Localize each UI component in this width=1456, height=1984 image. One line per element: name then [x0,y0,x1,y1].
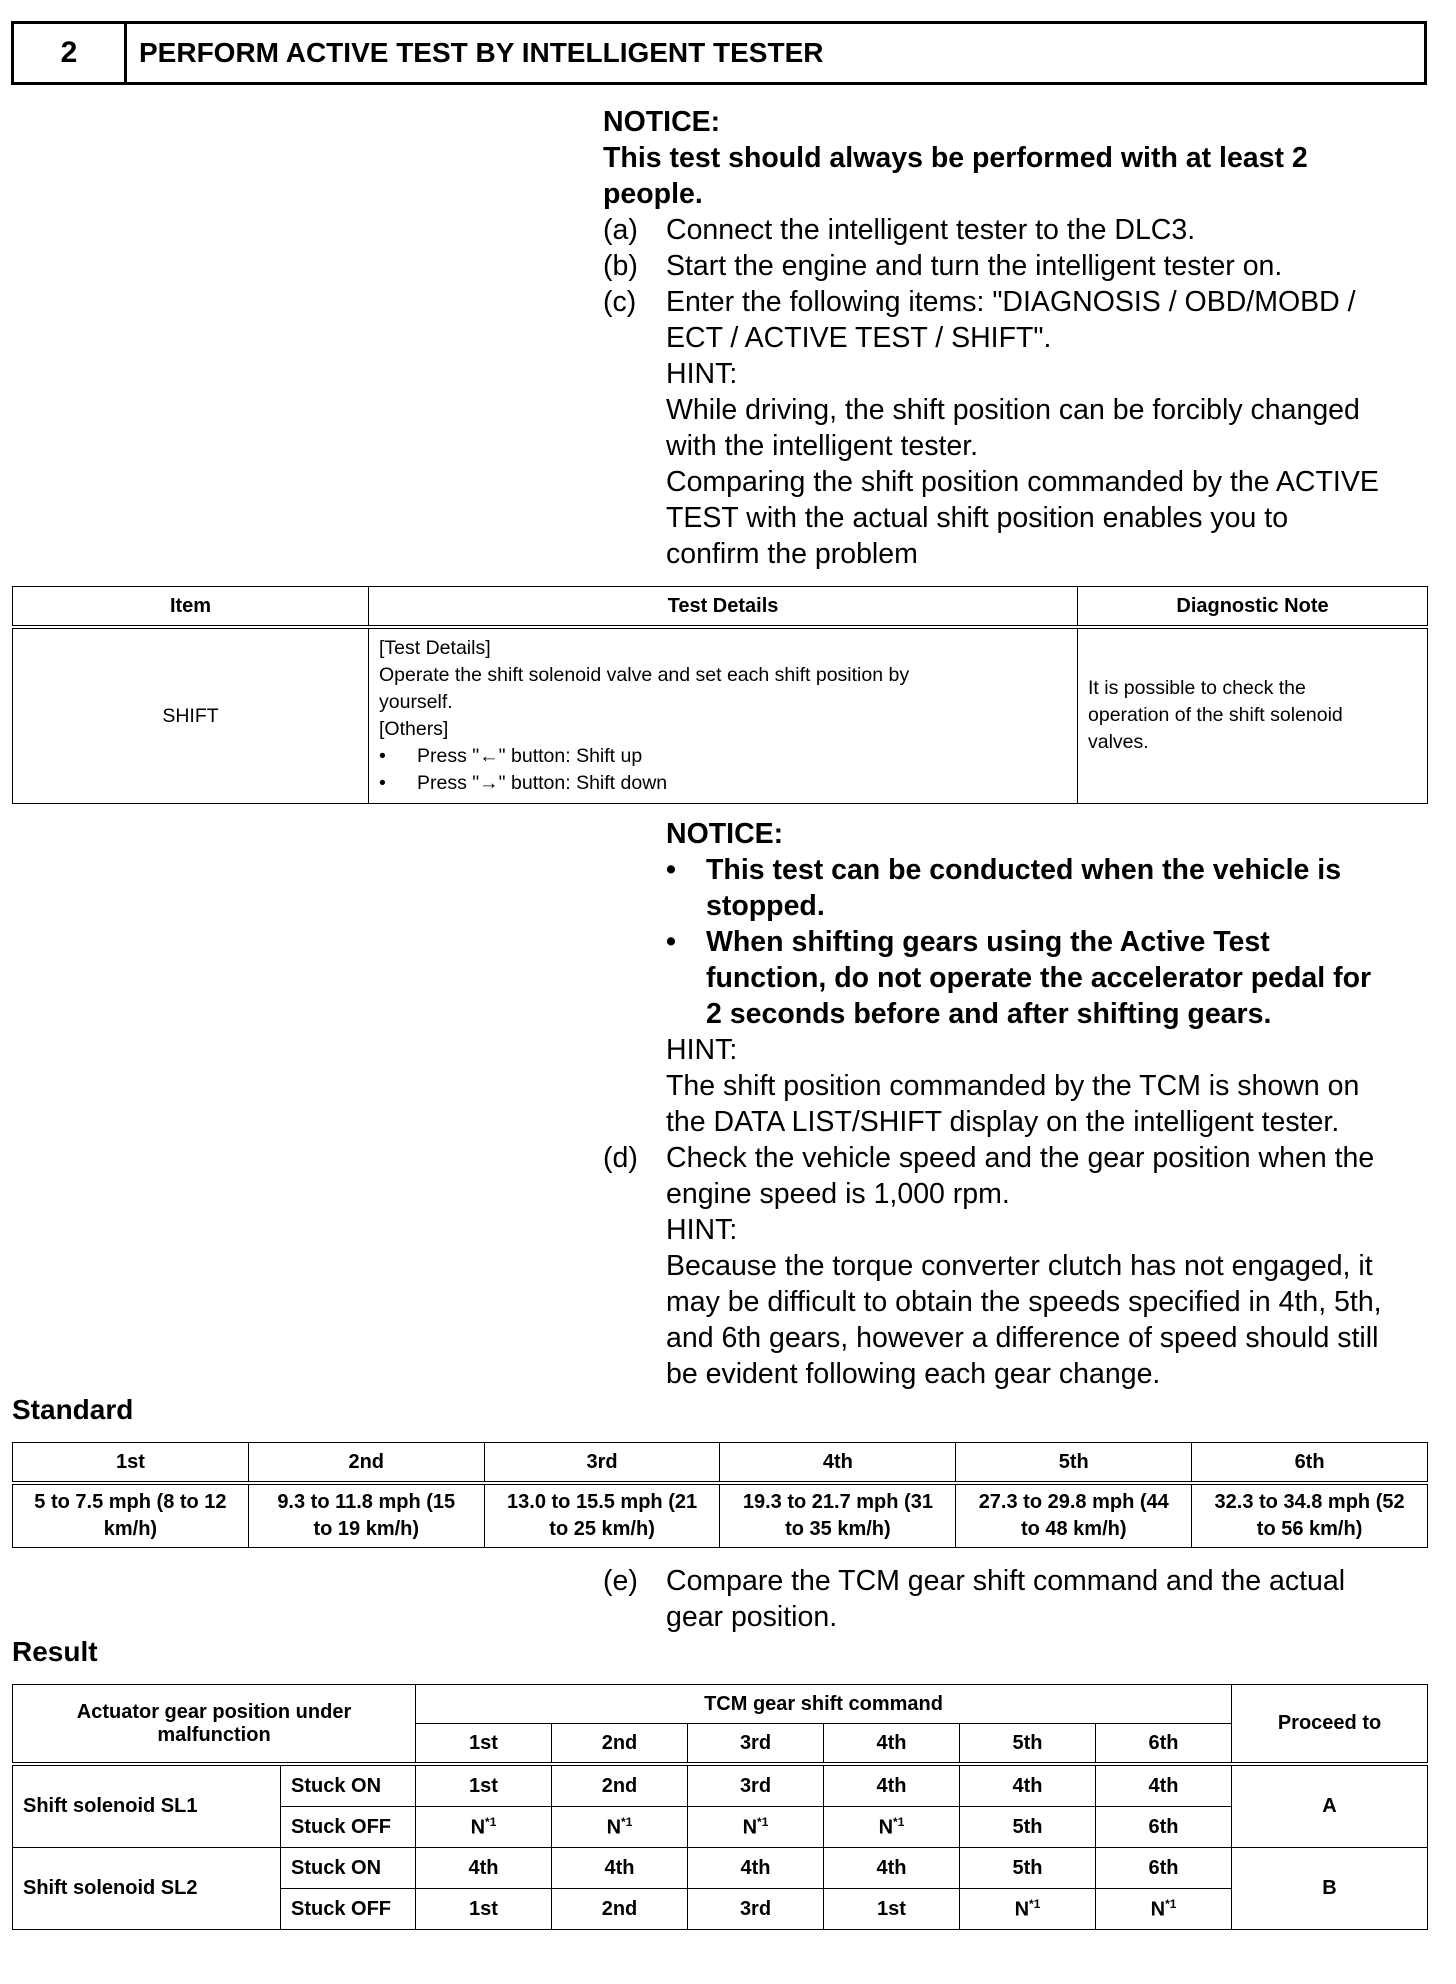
note-line: valves. [1088,731,1149,753]
footnote-mark: *1 [621,1814,633,1829]
hint-text: the DATA LIST/SHIFT display on the intelligent tester. [666,1106,1340,1138]
step-b-label: (b) [603,250,638,282]
proceed-header: Proceed to [1232,1685,1428,1765]
details-line: Operate the shift solenoid valve and set each shift position by [379,664,910,686]
notice-text-line: people. [603,178,703,210]
actuator-header [13,1685,416,1765]
stuck-state: Stuck OFF [281,1889,416,1930]
step-c-text: Enter the following items: "DIAGNOSIS / OBD/MOBD / [666,286,1356,318]
neutral-text: N [742,1816,758,1839]
footnote-mark: *1 [757,1814,769,1829]
step-d-label: (d) [603,1142,638,1174]
neutral-text: N [878,1816,894,1839]
result-heading: Result [12,1636,98,1667]
speed-line: to 19 km/h) [313,1518,420,1540]
step-d-text: engine speed is 1,000 rpm. [666,1178,1010,1210]
details-line: [Others] [379,718,449,740]
proceed-cell: A [1232,1764,1428,1848]
speed-cell [720,1483,956,1548]
hint-text: While driving, the shift position can be forcibly changed [666,394,1360,426]
hint-label: HINT: [666,1034,738,1066]
neutral-text: N [1150,1898,1166,1921]
hint-text: Comparing the shift position commanded by the ACTIVE [666,466,1379,498]
step-a-label: (a) [603,214,638,246]
gear-cell: 4th [552,1848,688,1889]
bullet-item [379,743,1067,770]
hint-text: be evident following each gear change. [666,1358,1161,1390]
speed-cell [956,1483,1192,1548]
column-header: Diagnostic Note [1078,587,1428,628]
step-e-text: gear position. [666,1601,838,1633]
speed-line: km/h) [103,1518,158,1540]
step-e-label: (e) [603,1565,638,1597]
gear-cell: 5th [960,1807,1096,1848]
hint-label: HINT: [666,1214,738,1246]
proceed-cell: B [1232,1848,1428,1930]
gear-cell: 4th [1096,1764,1232,1807]
gear-cell: 1st [824,1889,960,1930]
step-a-text: Connect the intelligent tester to the DLC3. [666,214,1196,246]
tcm-command-header: TCM gear shift command [416,1685,1232,1724]
speed-line: 9.3 to 11.8 mph (15 [277,1491,456,1513]
gear-header: 4th [720,1443,956,1484]
standard-table [12,1442,1428,1548]
item-cell: SHIFT [13,627,369,804]
gear-header: 5th [960,1724,1096,1765]
active-test-table [12,586,1428,804]
gear-cell: 3rd [688,1764,824,1807]
gear-cell: 1st [416,1889,552,1930]
note-line: It is possible to check the [1088,677,1306,699]
gear-cell: 3rd [688,1889,824,1930]
gear-cell: 5th [960,1848,1096,1889]
speed-cell [484,1483,720,1548]
speed-line: to 56 km/h) [1256,1518,1363,1540]
bullet-glyph: • [379,745,386,767]
gear-cell [1096,1889,1232,1930]
standard-heading: Standard [12,1394,134,1425]
speed-cell [248,1483,484,1548]
speed-line: 19.3 to 21.7 mph (31 [742,1491,933,1513]
gear-cell [688,1807,824,1848]
hint-label: HINT: [666,358,738,390]
note-line: operation of the shift solenoid [1088,704,1343,726]
speed-line: 27.3 to 29.8 mph (44 [978,1491,1169,1513]
hint-text: The shift position commanded by the TCM is shown on [666,1070,1360,1102]
gear-header: 6th [1096,1724,1232,1765]
test-details-cell [369,627,1078,804]
hint-text: and 6th gears, however a difference of speed should still [666,1322,1379,1354]
gear-header: 1st [13,1443,249,1484]
notice-text-line: 2 seconds before and after shifting gears. [706,998,1272,1030]
footnote-mark: *1 [893,1814,905,1829]
hint-text: confirm the problem [666,538,918,570]
step-title: PERFORM ACTIVE TEST BY INTELLIGENT TESTER [139,37,824,68]
gear-cell: 4th [416,1848,552,1889]
footnote-mark: *1 [1165,1896,1177,1911]
neutral-text: N [470,1816,486,1839]
speed-line: 5 to 7.5 mph (8 to 12 [34,1491,227,1513]
details-line: yourself. [379,691,453,713]
speed-line: to 48 km/h) [1020,1518,1127,1540]
step-b-text: Start the engine and turn the intelligent tester on. [666,250,1283,282]
solenoid-label: Shift solenoid SL1 [13,1764,281,1848]
step-e-text: Compare the TCM gear shift command and the actual [666,1565,1346,1597]
result-table [12,1684,1428,1930]
column-header: Test Details [369,587,1078,628]
bullet-glyph: • [666,926,676,958]
gear-cell [960,1889,1096,1930]
notice-text-line: This test should always be performed with at least 2 [603,142,1308,174]
details-line: [Test Details] [379,637,491,659]
gear-cell: 2nd [552,1764,688,1807]
gear-cell [824,1807,960,1848]
header-line: malfunction [157,1723,271,1746]
details-bullet-text: Press "→" button: Shift down [417,772,668,794]
speed-cell [1192,1483,1428,1548]
speed-line: to 35 km/h) [785,1518,891,1540]
bullet-item [379,770,1067,797]
notice-text-line: function, do not operate the accelerator pedal for [706,962,1372,994]
step-number: 2 [14,24,127,82]
bullet-glyph: • [666,854,676,886]
footnote-mark: *1 [485,1814,497,1829]
footnote-mark: *1 [1029,1896,1041,1911]
notice-label: NOTICE: [603,106,721,138]
neutral-text: N [1014,1898,1030,1921]
gear-cell: 4th [824,1764,960,1807]
step-d-text: Check the vehicle speed and the gear position when the [666,1142,1375,1174]
gear-cell [552,1807,688,1848]
notice-text-line: This test can be conducted when the vehicle is [706,854,1342,886]
notice-label: NOTICE: [666,818,784,850]
bullet-glyph: • [379,772,386,794]
column-header: Item [13,587,369,628]
step-c-text: ECT / ACTIVE TEST / SHIFT". [666,322,1052,354]
gear-header: 2nd [248,1443,484,1484]
gear-header: 1st [416,1724,552,1765]
gear-header: 6th [1192,1443,1428,1484]
speed-line: to 25 km/h) [549,1518,655,1540]
gear-header: 3rd [688,1724,824,1765]
diagnostic-note-cell [1078,627,1428,804]
stuck-state: Stuck ON [281,1764,416,1807]
header-line: Actuator gear position under [76,1700,352,1723]
step-c-label: (c) [603,286,637,318]
speed-line: 32.3 to 34.8 mph (52 [1214,1491,1405,1513]
hint-text: TEST with the actual shift position enables you to [666,502,1289,534]
step-header [11,21,1427,85]
gear-cell: 2nd [552,1889,688,1930]
gear-cell: 1st [416,1764,552,1807]
gear-cell: 4th [688,1848,824,1889]
gear-header: 4th [824,1724,960,1765]
hint-text: may be difficult to obtain the speeds specified in 4th, 5th, [666,1286,1382,1318]
hint-text: Because the torque converter clutch has not engaged, it [666,1250,1373,1282]
notice-text-line: When shifting gears using the Active Test [706,926,1270,958]
speed-line: 13.0 to 15.5 mph (21 [507,1491,698,1513]
gear-header: 3rd [484,1443,720,1484]
stuck-state: Stuck ON [281,1848,416,1889]
neutral-text: N [606,1816,622,1839]
stuck-state: Stuck OFF [281,1807,416,1848]
solenoid-label: Shift solenoid SL2 [13,1848,281,1930]
gear-cell: 4th [960,1764,1096,1807]
details-bullet-text: Press "←" button: Shift up [417,745,643,767]
gear-header: 2nd [552,1724,688,1765]
gear-cell: 6th [1096,1848,1232,1889]
gear-header: 5th [956,1443,1192,1484]
gear-cell: 4th [824,1848,960,1889]
speed-cell [13,1483,249,1548]
hint-text: with the intelligent tester. [666,430,979,462]
gear-cell: 6th [1096,1807,1232,1848]
gear-cell [416,1807,552,1848]
notice-text-line: stopped. [706,890,825,922]
